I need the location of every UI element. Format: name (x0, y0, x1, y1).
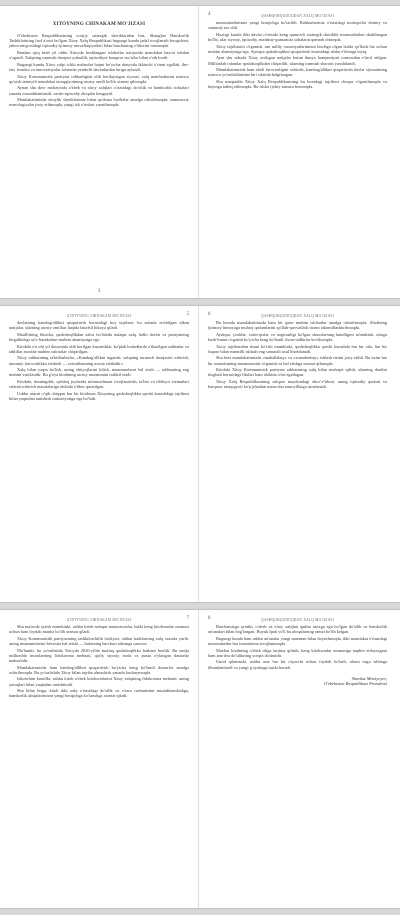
page-number: 6 (208, 312, 211, 317)
paragraph: Mamlakatimizda ham aholi farovonligini oshirish, kambag'allikni qisqartirish davlat siyosatining ustuvor yo'nalishlaridan biri sifatida belgilangan. (208, 67, 387, 78)
page-8 (198, 610, 396, 908)
body-text (9, 624, 189, 699)
paragraph: Xitoy Kommunistik partiyasi rahbarligida olib borilayotgan siyosat, xalq manfaatlarini ustuvor qo'yish tamoyili mamlakat taraqqiyotining asosiy omili bo'lib xizmat qilmoqda. (9, 73, 189, 84)
paragraph: Ayni shu sohada Xitoy erishgan natijalar butun dunyo hamjamiyati tomonidan e'tirof etilgan. Millionlab odamlar qashshoqlikdan chiqarildi, ularning turmush sharoiti yaxshilandi. (208, 55, 387, 66)
paragraph: Shu bois mamlakatimizda «mahallabay» va «xonadonbay» ishlash tizimi joriy etildi. Bu tizim har bir xonadonning muammosini o'rganish va hal etishga xizmat qilmoqda. (208, 355, 387, 366)
paragraph: Xitoy Kommunistik partiyasining tashkilotchilik faoliyati, rahbar kadrlarning xalq orasida yurib, uning muammolarini bevosita hal etishi — bularning barchasi tahsinga sazovor. (9, 635, 189, 646)
paragraph: Xitoy tajribasini o'rganish, uni milliy xususiyatlarimizni hisobga olgan holda qo'llash biz uchun muhim ahamiyatga ega. Ayniqsa qashshoqlikni qisqartirish borasidagi ishlar e'tiborga loyiq. (208, 43, 387, 54)
paragraph: Bu borada mamlakatimizda ham bir qator muhim islohotlar amalga oshirilmoqda. Aholining ijtimoiy himoyaga muhtoj qatlamlarini qo'llab-quvvatlash tizimi takomillashtirilmoqda. (208, 320, 387, 331)
spread-3 (0, 610, 400, 908)
paragraph: Kitobda o'n olti yil davomida olib borilgan kuzatishlar, ko'plab hududlarda o'tkazilgan suhbatlar va tahlillar asosida muhim xulosalar chiqarilgan. (9, 343, 189, 354)
chapter-title: XITOYNING CHINAKAM MO'JIZASI (52, 22, 146, 27)
paragraph: O'zbekiston Respublikasining xorijiy strategik sheriklaridan biri, Shanghai Hamkorlik Tashkilotining faol a'zosi bo'lgan Xitoy Xalq Respublikasi bugungi kunda jadal rivojlanish bosqichini, jahon miqyosidagi iqtisodiy-ijtimoiy muvaffaqiyatlari bilan barchaning e'tiborini tortmoqda. (9, 33, 189, 49)
running-head: QASHQORQUDUQDAN XALQ MO'JIZASI (261, 14, 334, 18)
paragraph: munosabatlarimiz yangi bosqichga ko'tarildi. Rahbarlarimiz o'rtasidagi muloqotlar doimiy va samimiy tus oldi. (208, 20, 387, 31)
paragraph: Hozirgi kunda ikki davlat o'rtasida keng qamrovli strategik sheriklik munosabatlari shakllangan bo'lib, ular siyosiy, iqtisodiy, madaniy-gumanitar sohalarni qamrab olmoqda. (208, 31, 387, 42)
page-3 (0, 6, 198, 298)
body-text (208, 624, 387, 670)
body-text (9, 320, 189, 401)
paragraph: Bugungi kunda Xitoy yalpi ichki mahsulot hajmi bo'yicha dunyoda ikkinchi o'rinni egallab, ilm-fan, texnika va innovatsiyalar sohasida yetakchi davlatlardan biriga aylandi. (9, 61, 189, 72)
running-head: QASHQORQUDUQDAN XALQ MO'JIZASI (261, 618, 334, 622)
paragraph: Mamlakatimizda xitoylik sheriklarimiz bilan qo'shma loyihalar amalga oshirilmoqda, zamonaviy texnologiyalar joriy etilmoqda, yangi ish o'rinlari yaratilmoqda. (9, 97, 189, 108)
page-number: 7 (186, 616, 189, 621)
paragraph: davlatning kambag'allikni qisqartirish borasidagi boy tajribasi, bu sohada erishilgan ulkan natijalar, ularning asosiy omillari haqida batafsil hikoya qiladi. (9, 320, 189, 331)
page-4 (198, 6, 396, 298)
paragraph: Aynan shu davr mobaynida o'zbek va xitoy xalqlari o'rtasidagi do'stlik va hamkorlik rishtalari yanada mustahkamlandi, savdo-iqtisodiy aloqalar kengaydi. (9, 85, 189, 96)
running-head: QASHQORQUDUQDAN XALQ MO'JIZASI (261, 314, 334, 318)
paragraph: Ma'lumki, bu yo'nalishda Xitoyda 2020-yilda mutlaq qashshoqlikka barham berildi. Bu natija millionlab insonlarning fidokorona mehnati, qat'iy siyosiy iroda va puxta o'ylangan dasturlar mahsulidir. (9, 647, 189, 663)
page-5 (0, 306, 198, 602)
paragraph: Xitoy tajribasidan shuni ko'rish mumkinki, qashshoqlikka qarshi kurashda har bir oila, har bir fuqaro bilan manzilli ishlash eng samarali usul hisoblanadi. (208, 343, 387, 354)
page-number: 3 (97, 289, 101, 294)
paragraph: Bundan qirq besh yil oldin Xitoyda boshlangan islohotlar natijasida mamlakat hayoti tubdan o'zgardi. Xalqning turmush darajasi yuksalib, iqtisodiyot barqaror sur'atlar bilan o'sib bordi. (9, 49, 189, 61)
paragraph: Mamlakatimizda ham kambag'allikni qisqartirish bo'yicha keng ko'lamli dasturlar amalga oshirilmoqda. Bu yo'nalishda Xitoy bilan tajriba almashish yanada kuchaymoqda. (9, 664, 189, 675)
body-text (9, 33, 189, 108)
paragraph: Ushbu asarni o'qib chiqqan har bir kitobxon Xitoyning qashshoqlikka qarshi kurashdagi tajribasi bilan yaqindan tanishish imkoniyatiga ega bo'ladi. (9, 390, 189, 402)
body-text (208, 20, 387, 89)
paragraph: Bugungi kunda ham ushbu an'analar yangi mazmun bilan boyitilmoqda, ikki mamlakat o'rtasidagi munosabatlar har tomonlama rivojlanmoqda. (208, 635, 387, 646)
paragraph: Umid qilamanki, ushbu asar har bir o'quvchi uchun foydali bo'ladi, ularni ezgu ishlarga ilhomlantiradi va yangi g'oyalarga turtki beradi. (208, 659, 387, 670)
running-head: XITOYNING CHINAKAM MO'JIZASI (66, 314, 132, 318)
page-6 (198, 306, 396, 602)
paragraph: Barchamizga ayonki, o'zbek va xitoy xalqlari qadim tarixga ega bo'lgan do'stlik va hamkorlik an'analari bilan bog'langan. Buyuk Ipak yo'li bu aloqalarning ramzi bo'lib kelgan. (208, 624, 387, 635)
paragraph: Shu ma'noda aytish mumkinki, ushbu kitob nafaqat mutaxassislar, balki keng kitobxonlar ommasi uchun ham foydali manba bo'lib xizmat qiladi. (9, 624, 189, 635)
page-number: 8 (208, 616, 211, 621)
page-number: 5 (186, 312, 189, 317)
paragraph: Mazkur kitobning o'zbek tiliga tarjima qilinib, keng kitobxonlar ommasiga taqdim etilayotgani ham ana shu do'stlikning yorqin ifodasidir. (208, 647, 387, 658)
signature-title: O'zbekiston Respublikasi Prezidenti (324, 681, 387, 687)
paragraph: Shu maqsadda Xitoy Xalq Respublikasining bu boradagi tajribasi chuqur o'rganilmoqda va hayotga tatbiq etilmoqda. Bu ishlar ijobiy samara bermoqda. (208, 79, 387, 90)
page-7 (0, 610, 198, 908)
page-number: 4 (208, 12, 211, 17)
paragraph: Ishonchim komilki, ushbu kitob o'zbek kitobxonlarini Xitoy xalqining fidokorona mehnati, uning yutuqlari bilan yaqindan tanishtiradi. (9, 676, 189, 687)
paragraph: Shu bilan birga, kitob ikki xalq o'rtasidagi do'stlik va o'zaro tushunishni mustahkamlashga, hamkorlik aloqalarimizni yangi bosqichga ko'tarishga xizmat qiladi. (9, 688, 189, 699)
paragraph: Kitobda Xitoy Kommunistik partiyasi rahbarining xalq bilan muloqot qilish, ularning dardini tinglash borasidagi fikrlari ham alohida o'rin egallagan. (208, 367, 387, 378)
body-text (208, 320, 387, 389)
spread-1 (0, 6, 400, 298)
paragraph: Xalq bilan yaqin bo'lish, uning ehtiyojlarini bilish, muammolarni hal etish — rahbarning eng muhim vazifasidir. Bu g'oya kitobning asosiy mazmunini tashkil etadi. (9, 367, 189, 378)
paragraph: Xitoy rahbarining ta'kidlashicha, «Kambag'allikni tugatish, xalqning turmush darajasini oshirish, umumiy farovonlikka erishish — sotsializmning asosiy talabidir». (9, 355, 189, 366)
signature-name: Shavkat Mirziyoyev, (351, 675, 387, 681)
paragraph: Xitoy Xalq Respublikasining xalqaro maydondagi obro'-e'tibori, uning iqtisodiy qudrati va barqaror taraqqiyoti ko'p jihatdan mana shu tamoyillarga asoslanadi. (208, 379, 387, 390)
paragraph: Ayniqsa, yoshlar, xotin-qizlar va nogironligi bo'lgan shaxslarning bandligini ta'minlash, ularga kasb-hunar o'rgatish bo'yicha keng ko'lamli chora-tadbirlar ko'rilmoqda. (208, 331, 387, 342)
spread-2 (0, 306, 400, 602)
signature-block (208, 676, 387, 687)
paragraph: Muallifning fikricha, qashshoqlikdan xalos bo'lishda nafaqat xalq, balki davlat va jamiyatning birgalikdagi sa'y-harakatlari muhim ahamiyatga ega. (9, 331, 189, 342)
paragraph: Kitobda, shuningdek, qishloq joylarida infratuzilmani rivojlantirish, ta'lim va tibbiyot xizmatlari sifatini oshirish masalalariga alohida e'tibor qaratilgan. (9, 379, 189, 390)
running-head: XITOYNING CHINAKAM MO'JIZASI (66, 618, 132, 622)
